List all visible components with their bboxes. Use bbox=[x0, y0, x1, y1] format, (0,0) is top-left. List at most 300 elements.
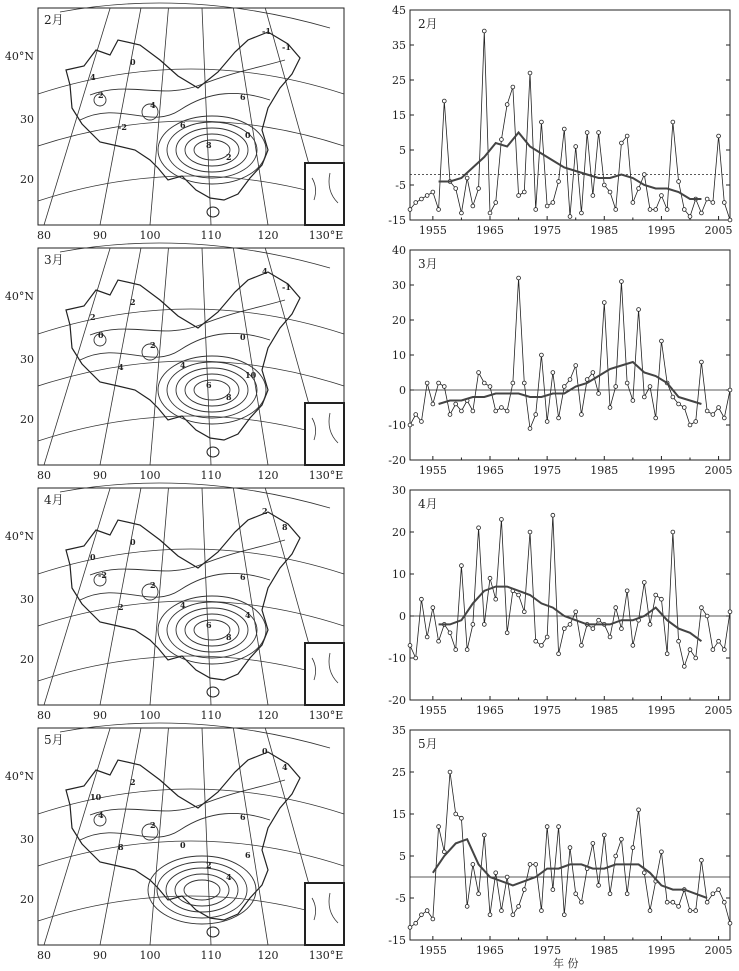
data-point bbox=[460, 816, 464, 820]
x-tick-label: 1985 bbox=[590, 704, 619, 717]
lon-label: 80 bbox=[37, 229, 51, 240]
data-point bbox=[665, 208, 669, 212]
data-point bbox=[642, 173, 646, 177]
map-month-label: 5月 bbox=[44, 733, 64, 747]
data-point bbox=[482, 623, 486, 627]
contour-label: 8 bbox=[226, 632, 232, 642]
data-point bbox=[442, 385, 446, 389]
latitude-line bbox=[38, 69, 344, 94]
data-point bbox=[500, 138, 504, 142]
x-tick-label: 1985 bbox=[590, 224, 619, 237]
data-point bbox=[705, 614, 709, 618]
contour-label: 0 bbox=[130, 57, 136, 67]
data-point bbox=[574, 610, 578, 614]
data-point bbox=[660, 597, 664, 601]
data-point bbox=[562, 913, 566, 917]
x-tick-label: 2005 bbox=[704, 704, 733, 717]
data-point bbox=[608, 190, 612, 194]
data-point bbox=[517, 276, 521, 280]
data-point bbox=[660, 339, 664, 343]
contour-line bbox=[158, 356, 266, 424]
data-point bbox=[522, 888, 526, 892]
chart-title: 5月 bbox=[418, 737, 438, 751]
chart-panel-may bbox=[372, 720, 739, 960]
y-tick-label: 25 bbox=[392, 74, 406, 87]
data-point bbox=[500, 909, 504, 913]
data-point bbox=[545, 635, 549, 639]
contour-label: 4 bbox=[245, 610, 251, 620]
contour-label: 6 bbox=[245, 850, 251, 860]
data-point bbox=[648, 385, 652, 389]
data-point bbox=[694, 909, 698, 913]
map-month-label: 3月 bbox=[44, 253, 64, 267]
chart-panel-feb bbox=[372, 0, 739, 240]
y-tick-label: -10 bbox=[388, 652, 406, 665]
data-point bbox=[648, 909, 652, 913]
x-tick-label: 1965 bbox=[476, 944, 504, 957]
contour-label: 0 bbox=[90, 552, 96, 562]
contour-label: 2 bbox=[226, 152, 232, 162]
data-point bbox=[682, 208, 686, 212]
y-tick-label: 10 bbox=[392, 568, 406, 581]
data-point bbox=[722, 648, 726, 652]
contour-label: 2 bbox=[150, 820, 156, 830]
contour-label: 4 bbox=[98, 810, 104, 820]
data-point bbox=[425, 381, 429, 385]
data-point bbox=[665, 652, 669, 656]
contour-label: 2 bbox=[150, 580, 156, 590]
data-point bbox=[431, 606, 435, 610]
data-point bbox=[677, 402, 681, 406]
data-point bbox=[642, 395, 646, 399]
data-point bbox=[557, 416, 561, 420]
data-point bbox=[660, 194, 664, 198]
data-point bbox=[482, 29, 486, 33]
data-point bbox=[637, 808, 641, 812]
y-tick-label: 30 bbox=[392, 484, 406, 497]
data-point bbox=[671, 900, 675, 904]
data-point bbox=[534, 639, 538, 643]
series-smoothed-line bbox=[439, 587, 702, 642]
contour-line bbox=[176, 608, 248, 652]
data-point bbox=[654, 416, 658, 420]
lon-label: 120 bbox=[257, 229, 279, 240]
contour-label: 2 bbox=[150, 340, 156, 350]
data-point bbox=[711, 892, 715, 896]
latitude-line bbox=[60, 3, 330, 28]
y-tick-label: 10 bbox=[392, 349, 406, 362]
contour-line bbox=[158, 116, 266, 184]
contour-line bbox=[176, 128, 248, 172]
lon-label: 80 bbox=[37, 469, 51, 480]
y-tick-label: 0 bbox=[399, 610, 406, 623]
data-point bbox=[705, 197, 709, 201]
data-point bbox=[597, 392, 601, 396]
data-point bbox=[460, 211, 464, 215]
data-point bbox=[648, 208, 652, 212]
data-point bbox=[488, 211, 492, 215]
data-point bbox=[437, 825, 441, 829]
data-point bbox=[614, 854, 618, 858]
lat-label: 20 bbox=[20, 413, 34, 426]
contour-line bbox=[167, 602, 257, 658]
data-point bbox=[705, 409, 709, 413]
x-tick-label: 1995 bbox=[647, 944, 676, 957]
data-point bbox=[540, 120, 544, 124]
contour-label: -1 bbox=[262, 26, 271, 36]
data-point bbox=[448, 631, 452, 635]
data-point bbox=[671, 120, 675, 124]
x-tick-label: 1975 bbox=[533, 704, 562, 717]
x-tick-label: 1955 bbox=[418, 944, 447, 957]
contour-label: 6 bbox=[240, 92, 246, 102]
data-point bbox=[528, 530, 532, 534]
data-point bbox=[677, 639, 681, 643]
data-point bbox=[414, 201, 418, 205]
lon-label: 130°E bbox=[308, 229, 344, 240]
lat-label: 20 bbox=[20, 893, 34, 906]
map-month-label: 2月 bbox=[44, 13, 64, 27]
data-point bbox=[654, 593, 658, 597]
hainan-island bbox=[207, 927, 219, 937]
data-point bbox=[505, 875, 509, 879]
latitude-line bbox=[38, 656, 344, 681]
lon-label: 110 bbox=[200, 949, 222, 962]
data-point bbox=[608, 635, 612, 639]
data-point bbox=[574, 892, 578, 896]
contour-label: 6 bbox=[240, 572, 246, 582]
contour-line bbox=[194, 380, 230, 400]
data-point bbox=[408, 926, 412, 930]
lon-label: 100 bbox=[139, 949, 161, 962]
latitude-line bbox=[60, 243, 330, 268]
data-point bbox=[562, 127, 566, 131]
contour-label: 0 bbox=[130, 537, 136, 547]
y-tick-label: 45 bbox=[392, 4, 406, 17]
data-point bbox=[711, 201, 715, 205]
data-point bbox=[528, 427, 532, 431]
data-point bbox=[620, 141, 624, 145]
lon-label: 90 bbox=[93, 949, 107, 962]
data-point bbox=[551, 371, 555, 375]
x-tick-label: 1965 bbox=[476, 464, 504, 477]
data-point bbox=[631, 399, 635, 403]
data-point bbox=[728, 921, 732, 925]
x-tick-label: 1955 bbox=[418, 464, 447, 477]
data-point bbox=[437, 639, 441, 643]
contour-label: 4 bbox=[150, 100, 156, 110]
contour-label: 2 bbox=[130, 777, 136, 787]
contour-label: 2 bbox=[90, 312, 96, 322]
data-point bbox=[688, 648, 692, 652]
country-outline bbox=[66, 752, 300, 920]
data-point bbox=[625, 381, 629, 385]
data-point bbox=[631, 846, 635, 850]
chart-title: 2月 bbox=[418, 17, 438, 31]
data-point bbox=[494, 597, 498, 601]
data-point bbox=[700, 360, 704, 364]
data-point bbox=[488, 385, 492, 389]
contour-line bbox=[194, 140, 230, 160]
contour-label: 2 bbox=[118, 602, 124, 612]
contour-label: 4 bbox=[180, 360, 186, 370]
data-point bbox=[620, 280, 624, 284]
lon-label: 110 bbox=[200, 469, 222, 480]
contour-line bbox=[90, 540, 285, 575]
data-point bbox=[705, 900, 709, 904]
contour-label: 6 bbox=[240, 812, 246, 822]
data-point bbox=[545, 204, 549, 208]
map-month-label: 4月 bbox=[44, 493, 64, 507]
data-point bbox=[688, 423, 692, 427]
lat-label: 40°N bbox=[4, 770, 34, 783]
series-annual-line bbox=[410, 278, 730, 429]
contour-line bbox=[90, 780, 285, 815]
lat-label: 40°N bbox=[4, 530, 34, 543]
chart-panel-apr bbox=[372, 480, 739, 720]
y-tick-label: 35 bbox=[392, 724, 406, 737]
data-point bbox=[722, 900, 726, 904]
map-frame bbox=[38, 728, 344, 945]
contour-label: 8 bbox=[206, 140, 212, 150]
data-point bbox=[408, 644, 412, 648]
data-point bbox=[700, 211, 704, 215]
y-tick-label: 20 bbox=[392, 314, 406, 327]
contour-label: 2 bbox=[206, 860, 212, 870]
data-point bbox=[574, 145, 578, 149]
data-point bbox=[414, 656, 418, 660]
data-point bbox=[500, 518, 504, 522]
data-point bbox=[614, 385, 618, 389]
y-tick-label: -20 bbox=[388, 454, 406, 467]
data-point bbox=[454, 187, 458, 191]
data-point bbox=[500, 406, 504, 410]
lon-label: 120 bbox=[257, 709, 279, 720]
contour-label: 0 bbox=[245, 130, 251, 140]
data-point bbox=[494, 201, 498, 205]
data-point bbox=[471, 204, 475, 208]
data-point bbox=[454, 402, 458, 406]
contour-label: 2 bbox=[98, 90, 104, 100]
x-tick-label: 1965 bbox=[476, 704, 504, 717]
data-point bbox=[568, 623, 572, 627]
data-point bbox=[625, 892, 629, 896]
y-tick-label: -10 bbox=[388, 419, 406, 432]
data-point bbox=[431, 190, 435, 194]
y-tick-label: 25 bbox=[392, 766, 406, 779]
data-point bbox=[448, 770, 452, 774]
data-point bbox=[711, 413, 715, 417]
contour-label: 2 bbox=[130, 297, 136, 307]
contour-line bbox=[167, 122, 257, 178]
data-point bbox=[454, 648, 458, 652]
data-point bbox=[688, 215, 692, 219]
map-panel-apr bbox=[0, 480, 360, 720]
data-point bbox=[545, 420, 549, 424]
x-tick-label: 1975 bbox=[533, 464, 562, 477]
data-point bbox=[465, 905, 469, 909]
data-point bbox=[522, 190, 526, 194]
data-point bbox=[694, 420, 698, 424]
data-point bbox=[448, 413, 452, 417]
data-point bbox=[420, 597, 424, 601]
x-tick-label: 1975 bbox=[533, 224, 562, 237]
inset-box bbox=[305, 403, 344, 465]
data-point bbox=[717, 888, 721, 892]
data-point bbox=[420, 420, 424, 424]
y-tick-label: 15 bbox=[392, 109, 406, 122]
lon-label: 100 bbox=[139, 229, 161, 240]
contour-label: 0 bbox=[262, 746, 268, 756]
data-point bbox=[437, 381, 441, 385]
map-frame bbox=[38, 248, 344, 465]
data-point bbox=[540, 353, 544, 357]
data-point bbox=[425, 635, 429, 639]
data-point bbox=[654, 208, 658, 212]
data-point bbox=[414, 921, 418, 925]
data-point bbox=[505, 631, 509, 635]
data-point bbox=[722, 416, 726, 420]
data-point bbox=[551, 888, 555, 892]
x-tick-label: 1955 bbox=[418, 704, 447, 717]
data-point bbox=[591, 194, 595, 198]
contour-line bbox=[90, 300, 285, 335]
map-panel-may bbox=[0, 720, 360, 965]
data-point bbox=[717, 134, 721, 138]
chart-title: 4月 bbox=[418, 497, 438, 511]
data-point bbox=[460, 409, 464, 413]
contour-label: 6 bbox=[206, 380, 212, 390]
lon-label: 110 bbox=[200, 709, 222, 720]
data-point bbox=[580, 644, 584, 648]
lon-label: 100 bbox=[139, 469, 161, 480]
data-point bbox=[517, 593, 521, 597]
x-tick-label: 1985 bbox=[590, 944, 619, 957]
lat-label: 30 bbox=[20, 353, 34, 366]
contour-label: 8 bbox=[282, 522, 288, 532]
series-smoothed-line bbox=[439, 362, 702, 404]
data-point bbox=[625, 134, 629, 138]
x-tick-label: 2005 bbox=[704, 464, 733, 477]
contour-label: 10 bbox=[90, 792, 102, 802]
data-point bbox=[505, 409, 509, 413]
data-point bbox=[700, 858, 704, 862]
map-frame bbox=[38, 8, 344, 225]
data-point bbox=[585, 378, 589, 382]
data-point bbox=[625, 589, 629, 593]
data-point bbox=[677, 180, 681, 184]
contour-label: 10 bbox=[245, 370, 257, 380]
latitude-line bbox=[38, 176, 344, 201]
lat-label: 30 bbox=[20, 833, 34, 846]
y-tick-label: 20 bbox=[392, 526, 406, 539]
data-point bbox=[665, 900, 669, 904]
data-point bbox=[465, 648, 469, 652]
map-panel-mar bbox=[0, 240, 360, 480]
data-point bbox=[631, 644, 635, 648]
latitude-line bbox=[38, 309, 344, 334]
contour-label: 4 bbox=[118, 362, 124, 372]
contour-label: 4 bbox=[262, 266, 268, 276]
data-point bbox=[408, 208, 412, 212]
data-point bbox=[488, 913, 492, 917]
lon-label: 90 bbox=[93, 469, 107, 480]
contour-line bbox=[175, 874, 229, 906]
hainan-island bbox=[207, 687, 219, 697]
plot-frame bbox=[410, 490, 730, 700]
data-point bbox=[602, 833, 606, 837]
map-panel-feb bbox=[0, 0, 360, 240]
series-annual-line bbox=[410, 31, 730, 220]
contour-label: 2 bbox=[262, 506, 268, 516]
contour-line bbox=[158, 596, 266, 664]
data-point bbox=[551, 201, 555, 205]
lon-label: 130°E bbox=[308, 709, 344, 720]
data-point bbox=[488, 576, 492, 580]
data-point bbox=[580, 413, 584, 417]
hainan-island bbox=[207, 207, 219, 217]
y-tick-label: 40 bbox=[392, 244, 406, 257]
data-point bbox=[671, 395, 675, 399]
data-point bbox=[562, 385, 566, 389]
data-point bbox=[591, 842, 595, 846]
inset-box bbox=[305, 163, 344, 225]
contour-line bbox=[176, 368, 248, 412]
inset-box bbox=[305, 643, 344, 705]
y-tick-label: 5 bbox=[399, 144, 406, 157]
data-point bbox=[602, 301, 606, 305]
data-point bbox=[700, 606, 704, 610]
data-point bbox=[671, 530, 675, 534]
data-point bbox=[494, 409, 498, 413]
data-point bbox=[477, 187, 481, 191]
data-point bbox=[511, 913, 515, 917]
hainan-island bbox=[207, 447, 219, 457]
data-point bbox=[477, 371, 481, 375]
data-point bbox=[511, 381, 515, 385]
lon-label: 100 bbox=[139, 709, 161, 720]
contour-line bbox=[157, 862, 247, 918]
data-point bbox=[580, 211, 584, 215]
lat-label: 20 bbox=[20, 653, 34, 666]
latitude-line bbox=[38, 789, 344, 814]
longitude-line bbox=[202, 728, 211, 945]
data-point bbox=[545, 825, 549, 829]
data-point bbox=[642, 871, 646, 875]
x-tick-label: 1995 bbox=[647, 704, 676, 717]
data-point bbox=[477, 892, 481, 896]
contour-label: -1 bbox=[282, 282, 291, 292]
lon-label: 110 bbox=[200, 229, 222, 240]
country-outline bbox=[66, 272, 300, 440]
y-tick-label: 15 bbox=[392, 808, 406, 821]
latitude-line bbox=[38, 549, 344, 574]
latitude-line bbox=[38, 416, 344, 441]
data-point bbox=[717, 639, 721, 643]
data-point bbox=[597, 131, 601, 135]
x-tick-label: 1975 bbox=[533, 944, 562, 957]
data-point bbox=[722, 201, 726, 205]
data-point bbox=[682, 665, 686, 669]
inset-box bbox=[305, 883, 344, 945]
country-outline bbox=[66, 32, 300, 200]
data-point bbox=[614, 606, 618, 610]
data-point bbox=[511, 85, 515, 89]
lat-label: 40°N bbox=[4, 50, 34, 63]
data-point bbox=[534, 208, 538, 212]
data-point bbox=[465, 176, 469, 180]
map-frame bbox=[38, 488, 344, 705]
